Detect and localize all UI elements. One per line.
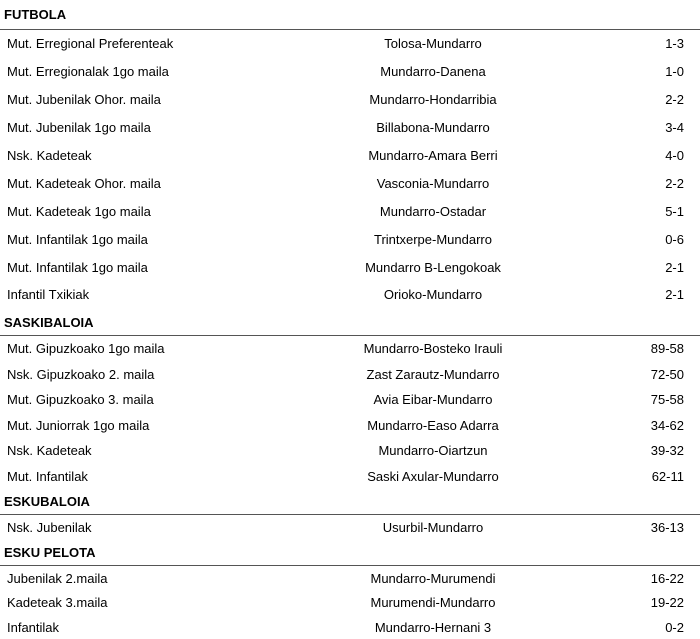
match: Billabona-Mundarro [376,120,490,136]
score: 39-32 [650,443,684,459]
match: Mundarro-Easo Adarra [367,417,499,433]
score: 75-58 [650,392,684,408]
score: 36-13 [650,519,684,535]
match: Mundarro-Bosteko Irauli [363,341,503,357]
section-title-saskibaloia: SASKIBALOIA [0,309,700,336]
result-row [0,30,700,58]
result-row [0,281,700,309]
category: Mut. Erregionalak 1go maila [7,64,169,80]
match: Mundarro-Ostadar [379,203,487,219]
match: Mundarro-Murumendi [370,570,496,586]
result-row [0,361,700,387]
result-row [0,142,700,170]
category: Mut. Erregional Preferenteak [7,36,174,52]
score: 16-22 [650,570,684,586]
score: 5-1 [665,203,684,219]
score: 1-3 [665,36,684,52]
score: 2-1 [665,259,684,275]
score: 72-50 [650,366,684,382]
result-row [0,169,700,197]
result-row [0,225,700,253]
category: Mut. Jubenilak Ohor. maila [7,92,161,108]
result-row [0,197,700,225]
match: Mundarro-Amara Berri [368,148,498,163]
match: Usurbil-Mundarro [382,519,484,535]
match: Avia Eibar-Mundarro [373,392,493,408]
category: Mut. Infantilak 1go maila [7,231,148,247]
score: 2-1 [665,287,684,303]
section-title-futbola: FUTBOLA [0,0,700,30]
match: Murumendi-Mundarro [370,595,496,611]
category: Nsk. Kadeteak [7,148,92,163]
match: Zast Zarautz-Mundarro [366,366,500,382]
category: Jubenilak 2.maila [7,570,108,586]
result-row [0,58,700,86]
category: Infantilak [7,619,60,635]
match: Mundarro-Danena [380,64,486,80]
result-row [0,114,700,142]
result-row [0,336,700,362]
score: 2-2 [665,175,684,191]
section-saskibaloia [0,309,700,489]
category: Kadeteak 3.maila [7,595,108,611]
section-futbola [0,0,700,309]
category: Mut. Infantilak [7,468,88,484]
section-eskubaloia [0,489,700,540]
category: Mut. Infantilak 1go maila [7,259,148,275]
score: 34-62 [650,417,684,433]
section-title-eskubaloia: ESKUBALOIA [0,489,700,515]
result-row [0,566,700,591]
result-row [0,515,700,540]
result-row [0,463,700,489]
match: Vasconia-Mundarro [376,175,490,191]
match: Saski Axular-Mundarro [367,468,499,484]
score: 19-22 [650,595,684,611]
match: Mundarro-Oiartzun [378,443,488,459]
score: 62-11 [651,468,684,484]
match: Trintxerpe-Mundarro [373,231,492,247]
result-row [0,253,700,281]
category: Mut. Jubenilak 1go maila [7,120,151,136]
result-row [0,438,700,464]
result-row [0,387,700,413]
score: 0-6 [665,231,684,247]
score: 4-0 [665,148,684,163]
category: Nsk. Jubenilak [7,519,92,535]
category: Infantil Txikiak [7,287,90,303]
match: Mundarro-Hondarribia [369,92,497,108]
section-esku-pelota [0,540,700,639]
category: Mut. Kadeteak 1go maila [7,203,151,219]
section-title-esku-pelota: ESKU PELOTA [0,540,700,566]
category: Mut. Gipuzkoako 3. maila [7,392,154,408]
score: 89-58 [650,341,684,357]
result-row [0,590,700,615]
score: 0-2 [665,619,684,635]
score: 3-4 [665,120,684,136]
score: 1-0 [665,64,684,80]
match: Mundarro B-Lengokoak [365,259,501,275]
category: Mut. Kadeteak Ohor. maila [7,175,161,191]
category: Mut. Juniorrak 1go maila [7,417,150,433]
result-row [0,412,700,438]
result-row [0,615,700,639]
category: Nsk. Gipuzkoako 2. maila [7,366,155,382]
match: Mundarro-Hernani 3 [374,619,492,635]
score: 2-2 [665,92,684,108]
category: Mut. Gipuzkoako 1go maila [7,341,165,357]
match: Tolosa-Mundarro [384,36,482,52]
category: Nsk. Kadeteak [7,443,92,459]
match: Orioko-Mundarro [383,287,483,303]
result-row [0,86,700,114]
